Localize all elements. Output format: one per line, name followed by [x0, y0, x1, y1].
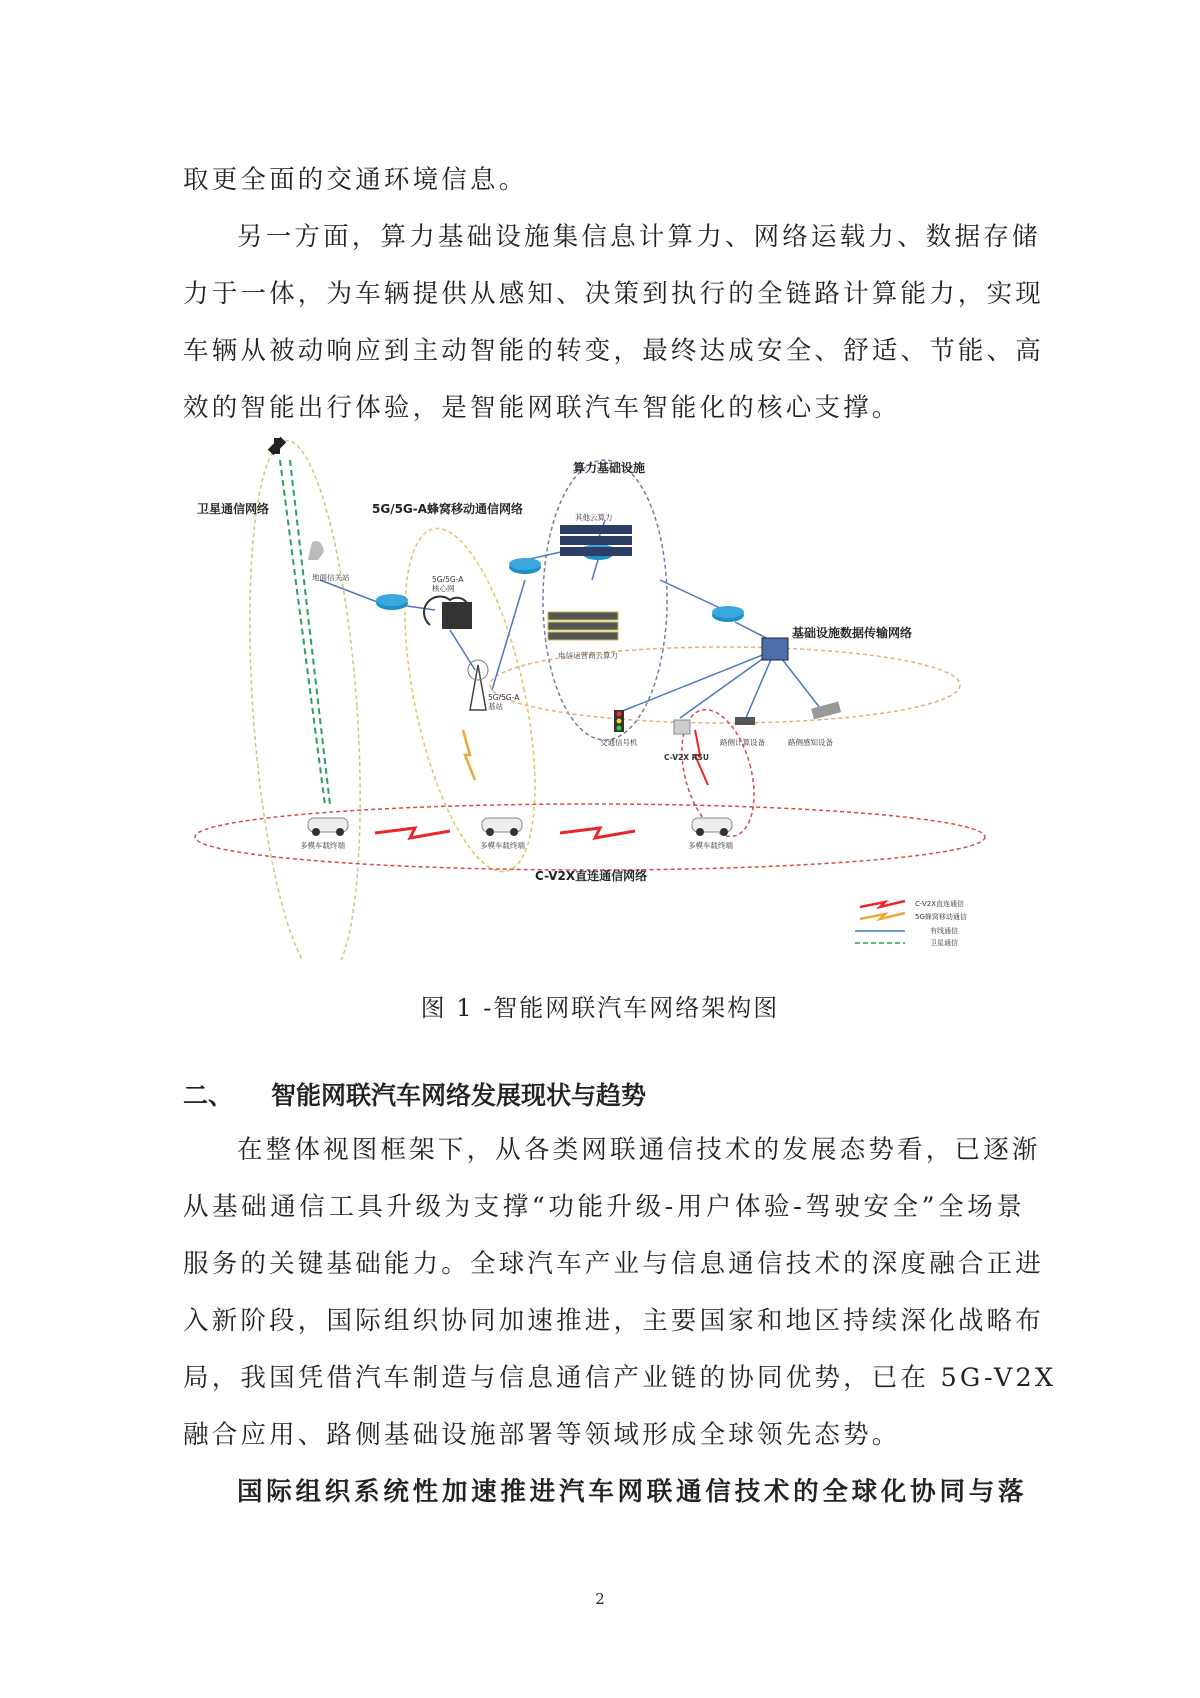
camera-icon: [811, 702, 841, 720]
traffic-light-icon: [614, 710, 624, 732]
router-icon: [376, 594, 408, 610]
server-rack-icon: [560, 525, 632, 556]
text-line: 从基础通信工具升级为支撑“功能升级-用户体验-驾驶安全”全场景: [183, 1192, 1025, 1222]
text-line: 局，我国凭借汽车制造与信息通信产业链的协同优势，已在 5G-V2X: [183, 1363, 1057, 1393]
label-roadside-compute: 路侧计算设备: [720, 738, 765, 747]
label-rsu: C-V2X RSU: [664, 753, 709, 762]
router-icon: [509, 558, 541, 574]
text-line: 力于一体，为车辆提供从感知、决策到执行的全链路计算能力，实现: [183, 279, 1045, 309]
car-icon: [308, 818, 348, 836]
bold-text-line: 国际组织系统性加速推进汽车网联通信技术的全球化协同与落: [237, 1477, 1025, 1507]
page-number: 2: [595, 1590, 605, 1608]
ground-station-icon: [308, 541, 324, 560]
text-line: 服务的关键基础能力。全球汽车产业与信息通信技术的深度融合正进: [183, 1249, 1045, 1279]
legend-5g: 5G蜂窝移动通信: [915, 913, 967, 921]
text-line: 车辆从被动响应到主动智能的转变，最终达成安全、舒适、节能、高: [183, 336, 1045, 366]
base-station-tower-icon: [468, 660, 488, 710]
label-traffic-light: 交通信号机: [600, 738, 638, 747]
section-title: 智能网联汽车网络发展现状与趋势: [271, 1081, 647, 1110]
label-cv2x-network: C-V2X直连通信网络: [535, 869, 648, 883]
label-cellular-network: 5G/5G-A蜂窝移动通信网络: [372, 502, 524, 516]
label-vehicle-terminal: 多模车载终端: [688, 841, 733, 850]
car-icon: [692, 818, 732, 836]
label-compute-infra: 算力基础设施: [573, 461, 646, 475]
satellite-icon: [268, 437, 286, 455]
figure-caption: 图 1 -智能网联汽车网络架构图: [420, 994, 780, 1022]
text-line: 在整体视图框架下，从各类网联通信技术的发展态势看，已逐渐: [237, 1135, 1041, 1165]
cv2x-ellipse: [195, 804, 985, 870]
network-architecture-diagram: [180, 430, 1020, 960]
text-line: 另一方面，算力基础设施集信息计算力、网络运载力、数据存储: [237, 222, 1041, 252]
label-base-station: 5G/5G-A 基站: [488, 693, 520, 711]
cloud-server-icon: [424, 596, 472, 629]
text-line: 效的智能出行体验，是智能网联汽车智能化的核心支撑。: [183, 393, 901, 423]
roadside-compute-icon: [735, 717, 755, 725]
label-telecom-cloud: 电信运营商云算力: [558, 651, 618, 660]
section-number: 二、: [183, 1081, 234, 1110]
text-line: 取更全面的交通环境信息。: [183, 165, 528, 195]
compute-ellipse: [543, 460, 667, 740]
label-core-network: 5G/5G-A 核心网: [432, 575, 464, 593]
label-roadside-sensing: 路侧感知设备: [788, 738, 833, 747]
label-other-cloud: 其他云算力: [575, 513, 613, 522]
server-rack-icon: [548, 612, 618, 640]
legend: [855, 899, 967, 947]
legend-satellite: 卫星通信: [930, 939, 958, 947]
label-vehicle-terminal: 多模车载终端: [300, 841, 345, 850]
legend-wired: 有线通信: [930, 927, 958, 935]
section-heading: [183, 1076, 684, 1112]
label-satellite-network: 卫星通信网络: [197, 502, 270, 516]
text-line: 融合应用、路侧基础设施部署等领域形成全球领先态势。: [183, 1420, 901, 1450]
legend-cv2x: C-V2X直连通信: [915, 900, 965, 908]
car-icon: [482, 818, 522, 836]
label-vehicle-terminal: 多模车载终端: [480, 841, 525, 850]
label-ground-station: 地面信关站: [312, 573, 350, 582]
label-infra-transport: 基础设施数据传输网络: [792, 626, 913, 640]
router-icon: [712, 606, 744, 622]
switch-icon: [762, 638, 788, 660]
rsu-icon: [674, 720, 690, 734]
text-line: 入新阶段，国际组织协同加速推进，主要国家和地区持续深化战略布: [183, 1306, 1045, 1336]
